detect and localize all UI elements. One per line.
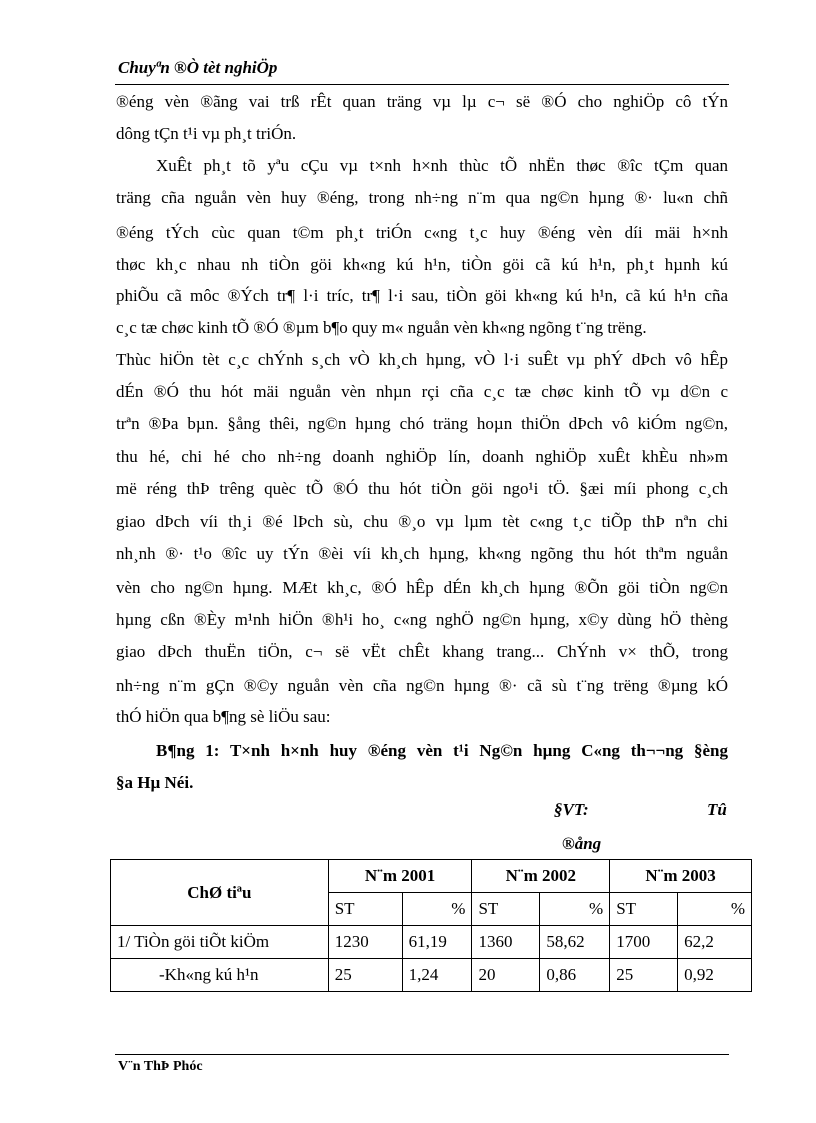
year-header: N¨m 2002: [472, 860, 610, 893]
body-line: phiÕu cã môc ®Ých tr¶ l·i tríc, tr¶ l·i sau, tiÒn göi kh«ng kú h¹n, cã kú h¹n cña: [116, 286, 728, 305]
sub-header-st: ST: [472, 893, 540, 926]
body-line: dÉn ®Ó thu hót mäi nguån vèn nhµn rçi cña c¸c tæ chøc kinh tÕ vµ d©n c: [116, 382, 728, 401]
cell: 0,86: [540, 959, 610, 992]
footer-rule: [115, 1054, 729, 1055]
year-header: N¨m 2003: [610, 860, 752, 893]
body-line: dông tÇn t¹i vµ ph¸t triÓn.: [116, 124, 297, 143]
table-row: [111, 959, 752, 992]
body-line: XuÊt ph¸t tõ yªu cÇu vµ t×nh h×nh thùc tÕ nhËn thøc ®îc tÇm quan: [156, 156, 728, 175]
body-line: träng cña nguån vèn huy ®éng, trong nh÷ng n¨m qua ng©n hµng ®· lu«n chñ: [116, 188, 728, 207]
cell: 58,62: [540, 926, 610, 959]
year-header: N¨m 2001: [328, 860, 472, 893]
cell: 20: [472, 959, 540, 992]
body-line: Thùc hiÖn tèt c¸c chÝnh s¸ch vÒ kh¸ch hµng, vÒ l·i suÊt vµ phÝ dÞch vô hÊp: [116, 350, 728, 369]
cell: 0,92: [678, 959, 752, 992]
sub-header-st: ST: [328, 893, 402, 926]
body-line: më réng thÞ trêng quèc tÕ ®Ó thu hót tiÒn göi ngo¹i tÖ. §æi míi phong c¸ch: [116, 479, 728, 498]
body-line: nh¸nh ®· t¹o ®îc uy tÝn ®èi víi kh¸ch hµng, kh«ng ngõng thu hót thªm nguån: [116, 544, 728, 563]
cell: 1360: [472, 926, 540, 959]
row-label: -Kh«ng kú h¹n: [111, 959, 329, 992]
body-line: c¸c tæ chøc kinh tÕ ®Ó ®µm b¶o quy m« nguån vèn kh«ng ngõng t¨ng trëng.: [116, 318, 647, 337]
body-line: giao dÞch thuËn tiÖn, c¬ së vËt chÊt khang trang... ChÝnh v× thÕ, trong: [116, 642, 728, 661]
cell: 25: [328, 959, 402, 992]
unit-value-a: Tû: [707, 800, 727, 819]
footer-author: V¨n ThÞ Phóc: [118, 1059, 203, 1074]
cell: 61,19: [402, 926, 472, 959]
body-line: ®éng vèn ®ãng vai trß rÊt quan träng vµ lµ c¬ së ®Ó cho nghiÖp cô tÝn: [116, 92, 728, 111]
header-rule: [115, 84, 729, 85]
sub-header-st: ST: [610, 893, 678, 926]
cell: 1700: [610, 926, 678, 959]
unit-value-b: ®ång: [562, 834, 602, 853]
running-header: Chuyªn ®Ò tèt nghiÖp: [118, 58, 278, 77]
row-label: 1/ TiÒn göi tiÕt kiÖm: [111, 926, 329, 959]
sub-header-pct: %: [540, 893, 610, 926]
sub-header-pct: %: [402, 893, 472, 926]
body-line: trªn ®Þa bµn. §ång thêi, ng©n hµng chó träng hoµn thiÖn dÞch vô kiÓm ng©n,: [116, 414, 728, 433]
body-line: hµng cßn ®Èy m¹nh hiÖn ®h¹i ho¸ c«ng nghÖ ng©n hµng, x©y dùng hÖ thèng: [116, 610, 728, 629]
sub-header-pct: %: [678, 893, 752, 926]
body-line: thÓ hiÖn qua b¶ng sè liÖu sau:: [116, 707, 331, 726]
data-table: [110, 859, 752, 992]
body-line: vèn cho ng©n hµng. MÆt kh¸c, ®Ó hÊp dÉn kh¸ch hµng ®Õn göi tiÒn ng©n: [116, 578, 728, 597]
body-line: giao dÞch víi th¸i ®é lÞch sù, chu ®¸o vµ lµm tèt c«ng t¸c tiÕp thÞ nªn chi: [116, 512, 728, 531]
cell: 25: [610, 959, 678, 992]
cell: 1,24: [402, 959, 472, 992]
criterion-header: ChØ tiªu: [111, 860, 329, 926]
body-line: thu hé, chi hé cho nh÷ng doanh nghiÖp lín, doanh nghiÖp xuÊt khÈu nh»m: [116, 447, 728, 466]
body-line: ®éng tÝch cùc quan t©m ph¸t triÓn c«ng t¸c huy ®éng vèn díi mäi h×nh: [116, 223, 728, 242]
body-line: thøc kh¸c nhau nh tiÒn göi kh«ng kú h¹n, tiÒn göi cã kú h¹n, ph¸t hµnh kú: [116, 255, 728, 274]
caption-line: B¶ng 1: T×nh h×nh huy ®éng vèn t¹i Ng©n hµng C«ng th¬¬ng §èng: [156, 741, 728, 760]
caption-line: §a Hµ Néi.: [116, 773, 194, 792]
cell: 1230: [328, 926, 402, 959]
body-line: nh÷ng n¨m gÇn ®©y nguån vèn cña ng©n hµng ®· cã sù t¨ng trëng ®µng kÓ: [116, 676, 728, 695]
unit-prefix: §VT:: [554, 800, 589, 819]
table-row: [111, 926, 752, 959]
cell: 62,2: [678, 926, 752, 959]
